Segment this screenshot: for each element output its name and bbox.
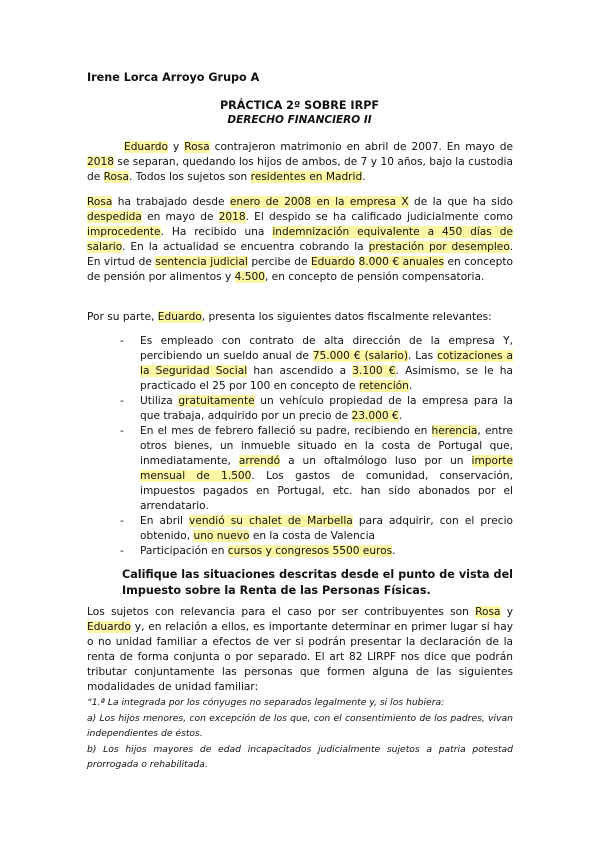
highlighted-phrase: 75.000 € (salario) [312, 350, 408, 362]
list-item [120, 544, 513, 559]
quote-line: a) Los hijos menores, con excepción de los que, con el consentimiento de los padres, vivan independientes de éstos. [87, 712, 513, 740]
list-dash: - [120, 335, 124, 347]
highlighted-phrase: Eduardo [310, 256, 355, 268]
highlighted-phrase: prestación por desempleo [368, 241, 510, 253]
highlighted-phrase: residentes en Madrid [250, 171, 363, 183]
list-item [120, 514, 513, 544]
highlighted-phrase: vendió su chalet de Marbella [189, 515, 353, 527]
list-item [120, 424, 513, 514]
list-item-text: Participación en cursos y congresos 5500 euros. [140, 545, 396, 557]
highlighted-phrase: arrendó [238, 455, 281, 467]
page-title: PRÁCTICA 2º SOBRE IRPF [219, 99, 380, 112]
highlighted-phrase: gratuitamente [178, 395, 255, 407]
highlighted-phrase: 3.100 € [352, 365, 396, 377]
page-subtitle: DERECHO FINANCIERO II [227, 114, 372, 126]
highlighted-phrase: indemnización equivalente a 450 días de salario [87, 226, 513, 253]
list-item [120, 394, 513, 424]
highlighted-phrase: Rosa [103, 171, 130, 183]
eduardo-data-list [120, 334, 513, 559]
highlighted-phrase: enero de 2008 en la empresa X [229, 196, 409, 208]
highlighted-phrase: cotizaciones a la Seguridad Social [140, 350, 513, 377]
highlighted-phrase: cursos y congresos 5500 euros [227, 545, 393, 557]
title-block [0, 98, 599, 128]
paragraph-rosa: Rosa ha trabajado desde enero de 2008 en la empresa X de la que ha sido despedida en mayo de 2018. El despido se ha calificado judicialmente como improcedente. Ha recibido una indemnización equivalente a 450 días de salario. En la actualidad se encuentra cobrando la prestación por desempleo. En virtud de sentencia judicial percibe de Eduardo 8.000 € anuales en concepto de pensión por alimentos y 4.500, en concepto de pensión compensatoria. [87, 196, 513, 283]
list-item [120, 334, 513, 394]
highlighted-phrase: Rosa [87, 196, 113, 208]
list-dash: - [120, 515, 124, 527]
paragraph-eduardo-intro: Por su parte, Eduardo, presenta los siguientes datos fiscalmente relevantes: [87, 311, 492, 323]
highlighted-phrase: 4.500 [234, 271, 265, 283]
highlighted-phrase: Eduardo [87, 621, 131, 633]
paragraph-answer: Los sujetos con relevancia para el caso por ser contribuyentes son Rosa y Eduardo y, en relación a ellos, es importante determinar en primer lugar si hay o no unidad familiar a efectos de ver si podrán presentar la declaración de la renta de forma conjunta o por separado. El art 82 LIRPF nos dice que podrán tributar conjuntamente las personas que formen alguna de las siguientes modalidades de unidad familiar: [87, 606, 514, 693]
highlighted-phrase: 8.000 € anuales [358, 256, 444, 268]
author-line: Irene Lorca Arroyo Grupo A [87, 71, 260, 84]
highlighted-phrase: Eduardo [124, 141, 168, 153]
highlighted-phrase: sentencia judicial [155, 256, 248, 268]
list-item-text: En el mes de febrero falleció su padre, recibiendo en herencia, entre otros bienes, un inmueble situado en la costa de Portugal que, inmediatamente, arrendó a un oftalmólogo luso por un importe mensual de 1.500. Los gastos de comunidad, conservación, impuestos pagados en Portugal, etc. han sido abonados por el arrendatario. [140, 425, 513, 512]
highlighted-phrase: Rosa [184, 141, 210, 153]
list-dash: - [120, 395, 124, 407]
highlighted-phrase: 2018 [218, 211, 246, 223]
question-heading: Califique las situaciones descritas desde el punto de vista del Impuesto sobre la Renta de las Personas Físicas. [122, 568, 513, 597]
highlighted-phrase: retención [358, 380, 409, 392]
quote-line: b) Los hijos mayores de edad incapacitados judicialmente sujetos a patria potestad prorrogada o rehabilitada. [87, 743, 513, 771]
list-item-text: Utiliza gratuitamente un vehículo propiedad de la empresa para la que trabaja, adquirido por un precio de 23.000 €. [140, 395, 513, 422]
highlighted-phrase: despedida [87, 211, 142, 223]
highlighted-phrase: uno nuevo [193, 530, 250, 542]
paragraph-intro: Eduardo y Rosa contrajeron matrimonio en abril de 2007. En mayo de 2018 se separan, quedando los hijos de ambos, de 7 y 10 años, bajo la custodia de Rosa. Todos los sujetos son residentes en Madrid. [87, 141, 513, 183]
highlighted-phrase: importe mensual de 1.500 [140, 455, 513, 482]
quote-line: “1.ª La integrada por los cónyuges no separados legalmente y, si los hubiera: [87, 697, 445, 708]
list-item-text: Es empleado con contrato de alta dirección de la empresa Y, percibiendo un sueldo anual de 75.000 € (salario). Las cotizaciones a la Seguridad Social han ascendido a 3.100 €. Asimismo, se le ha practicado el 25 por 100 en concepto de retención. [140, 335, 514, 392]
law-quote [87, 695, 513, 773]
highlighted-phrase: improcedente [87, 226, 161, 238]
list-dash: - [120, 425, 124, 437]
highlighted-phrase: 2018 [87, 156, 114, 168]
highlighted-phrase: Eduardo [157, 311, 202, 323]
highlighted-phrase: herencia [431, 425, 478, 437]
list-item-text: En abril vendió su chalet de Marbella para adquirir, con el precio obtenido, uno nuevo en la costa de Valencia [140, 515, 513, 542]
highlighted-phrase: 23.000 € [351, 410, 399, 422]
list-dash: - [120, 545, 124, 557]
highlighted-phrase: Rosa [475, 606, 501, 618]
